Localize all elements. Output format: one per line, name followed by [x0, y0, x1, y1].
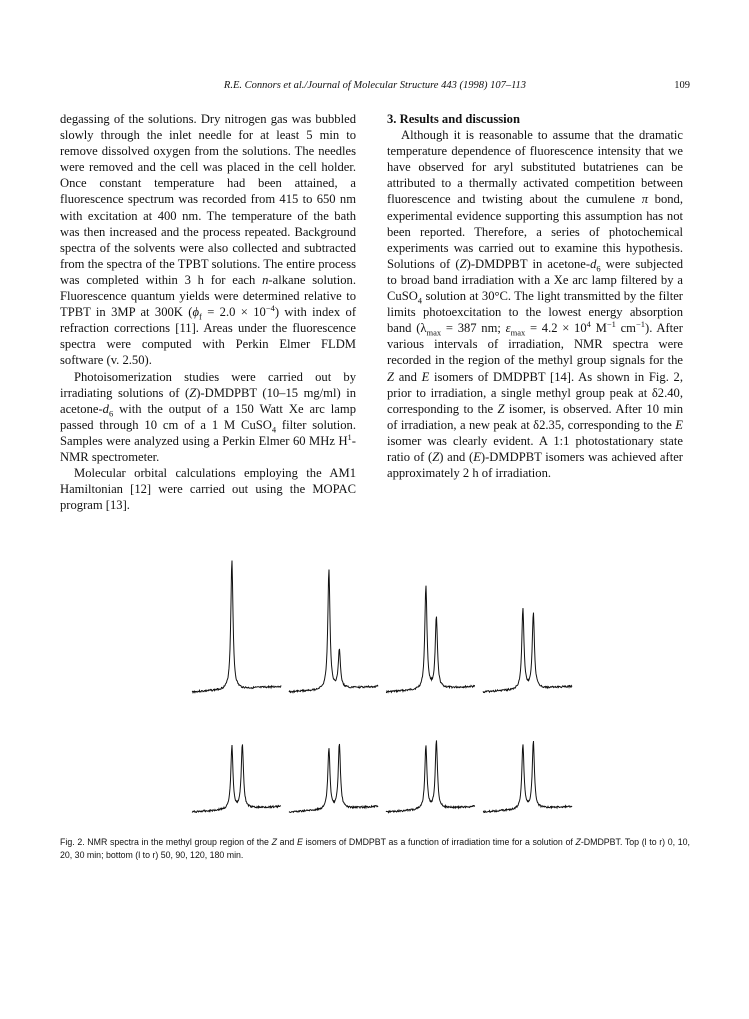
- running-header: [60, 80, 690, 96]
- methods-paragraph-3: Molecular orbital calculations employing the AM1 Hamiltonian [12] were carried out using the MOPAC program [13].: [60, 466, 356, 513]
- left-column: [60, 111, 356, 513]
- nmr-spectrum-30-min: [483, 608, 572, 692]
- nmr-spectrum-120-min: [386, 740, 475, 812]
- methods-paragraph-1: degassing of the solutions. Dry nitrogen gas was bubbled slowly through the inlet needle for at least 5 min to remove dissolved oxygen from the solutions. The needles were removed and the cell was placed in the cell holder. Once constant temperature had been attained, a fluorescence spectrum was recorded from 415 to 650 nm with excitation at 400 nm. The temperature of the bath was then increased and the process repeated. Background spectra of the solvents were also collected and subtracted from the spectra of the TPBT solutions. The entire process was completed within 3 h for each n-alkane solution. Fluorescence quantum yields were determined relative to TPBT in 3MP at 300K $(\phi_f = 2.0 \times 10^{-4})$ with index of refraction corrections [11]. Areas under the fluorescence spectra were computed with Perkin Elmer FLDM software (v. 2.50).: [60, 112, 357, 368]
- nmr-spectrum-50-min: [192, 744, 281, 812]
- nmr-figure: [190, 558, 580, 826]
- running-title: R.E. Connors et al./Journal of Molecular Structure 443 (1998) 107–113: [223, 80, 527, 91]
- methods-paragraph-2: Photoisomerization studies were carried out by irradiating solutions of (Z)-DMDPBT (10–15 mg/ml) in acetone-$d_6$ with the output of a 150 Watt Xe arc lamp passed through 10 cm of a 1 M CuSO$_4$ filter solution. Samples were analyzed using a Perkin Elmer 60 MHz $H^1$-NMR spectrometer.: [60, 369, 356, 464]
- page-number: 109: [674, 80, 690, 91]
- section-title: 3. Results and discussion: [387, 112, 520, 126]
- figure-caption: Fig. 2. NMR spectra in the methyl group region of the Z and E isomers of DMDPBT as a function of irradiation time for a solution of Z-DMDPBT. Top (l to r) 0, 10, 20, 30 min; bottom (l to r) 50, 90, 120, 180 min.: [60, 837, 690, 860]
- nmr-spectrum-20-min: [386, 586, 475, 693]
- nmr-spectrum-0-min: [192, 561, 281, 693]
- nmr-spectrum-180-min: [483, 741, 572, 813]
- nmr-spectra-figure: [190, 558, 580, 826]
- nmr-spectrum-10-min: [289, 570, 378, 693]
- right-column: [387, 111, 683, 481]
- nmr-spectrum-90-min: [289, 744, 378, 813]
- results-paragraph-1: Although it is reasonable to assume that the dramatic temperature dependence of fluorescence intensity that we have observed for aryl substituted butatrienes can be attributed to a thermally activated competition between fluorescence and twisting about the cumulene π bond, experimental evidence supporting this assumption has not been reported. Therefore, a series of photochemical experiments was carried out to examine this hypothesis. Solutions of (Z)-DMDPBT in acetone-$d_6$ were subjected to broad band irradiation with a Xe arc lamp filtered by a CuSO$_4$ solution at 30°C. The light transmitted by the filter limits photoexcitation to the lowest energy absorption band ($\lambda_{max} = 387$ nm; $\varepsilon_{max} = 4.2 \times 10^4$ $M^{-1}$ $cm^{-1}$). After various intervals of irradiation, NMR spectra were recorded in the region of the methyl group signals for the Z and E isomers of DMDPBT [14]. As shown in Fig. 2, prior to irradiation, a single methyl group peak at δ2.40, corresponding to the Z isomer, is observed. After 10 min of irradiation, a new peak at δ2.35, corresponding to the E isomer was clearly evident. A 1:1 photostationary state ratio of (Z) and (E)-DMDPBT isomers was achieved after approximately 2 h of irradiation.: [387, 128, 683, 481]
